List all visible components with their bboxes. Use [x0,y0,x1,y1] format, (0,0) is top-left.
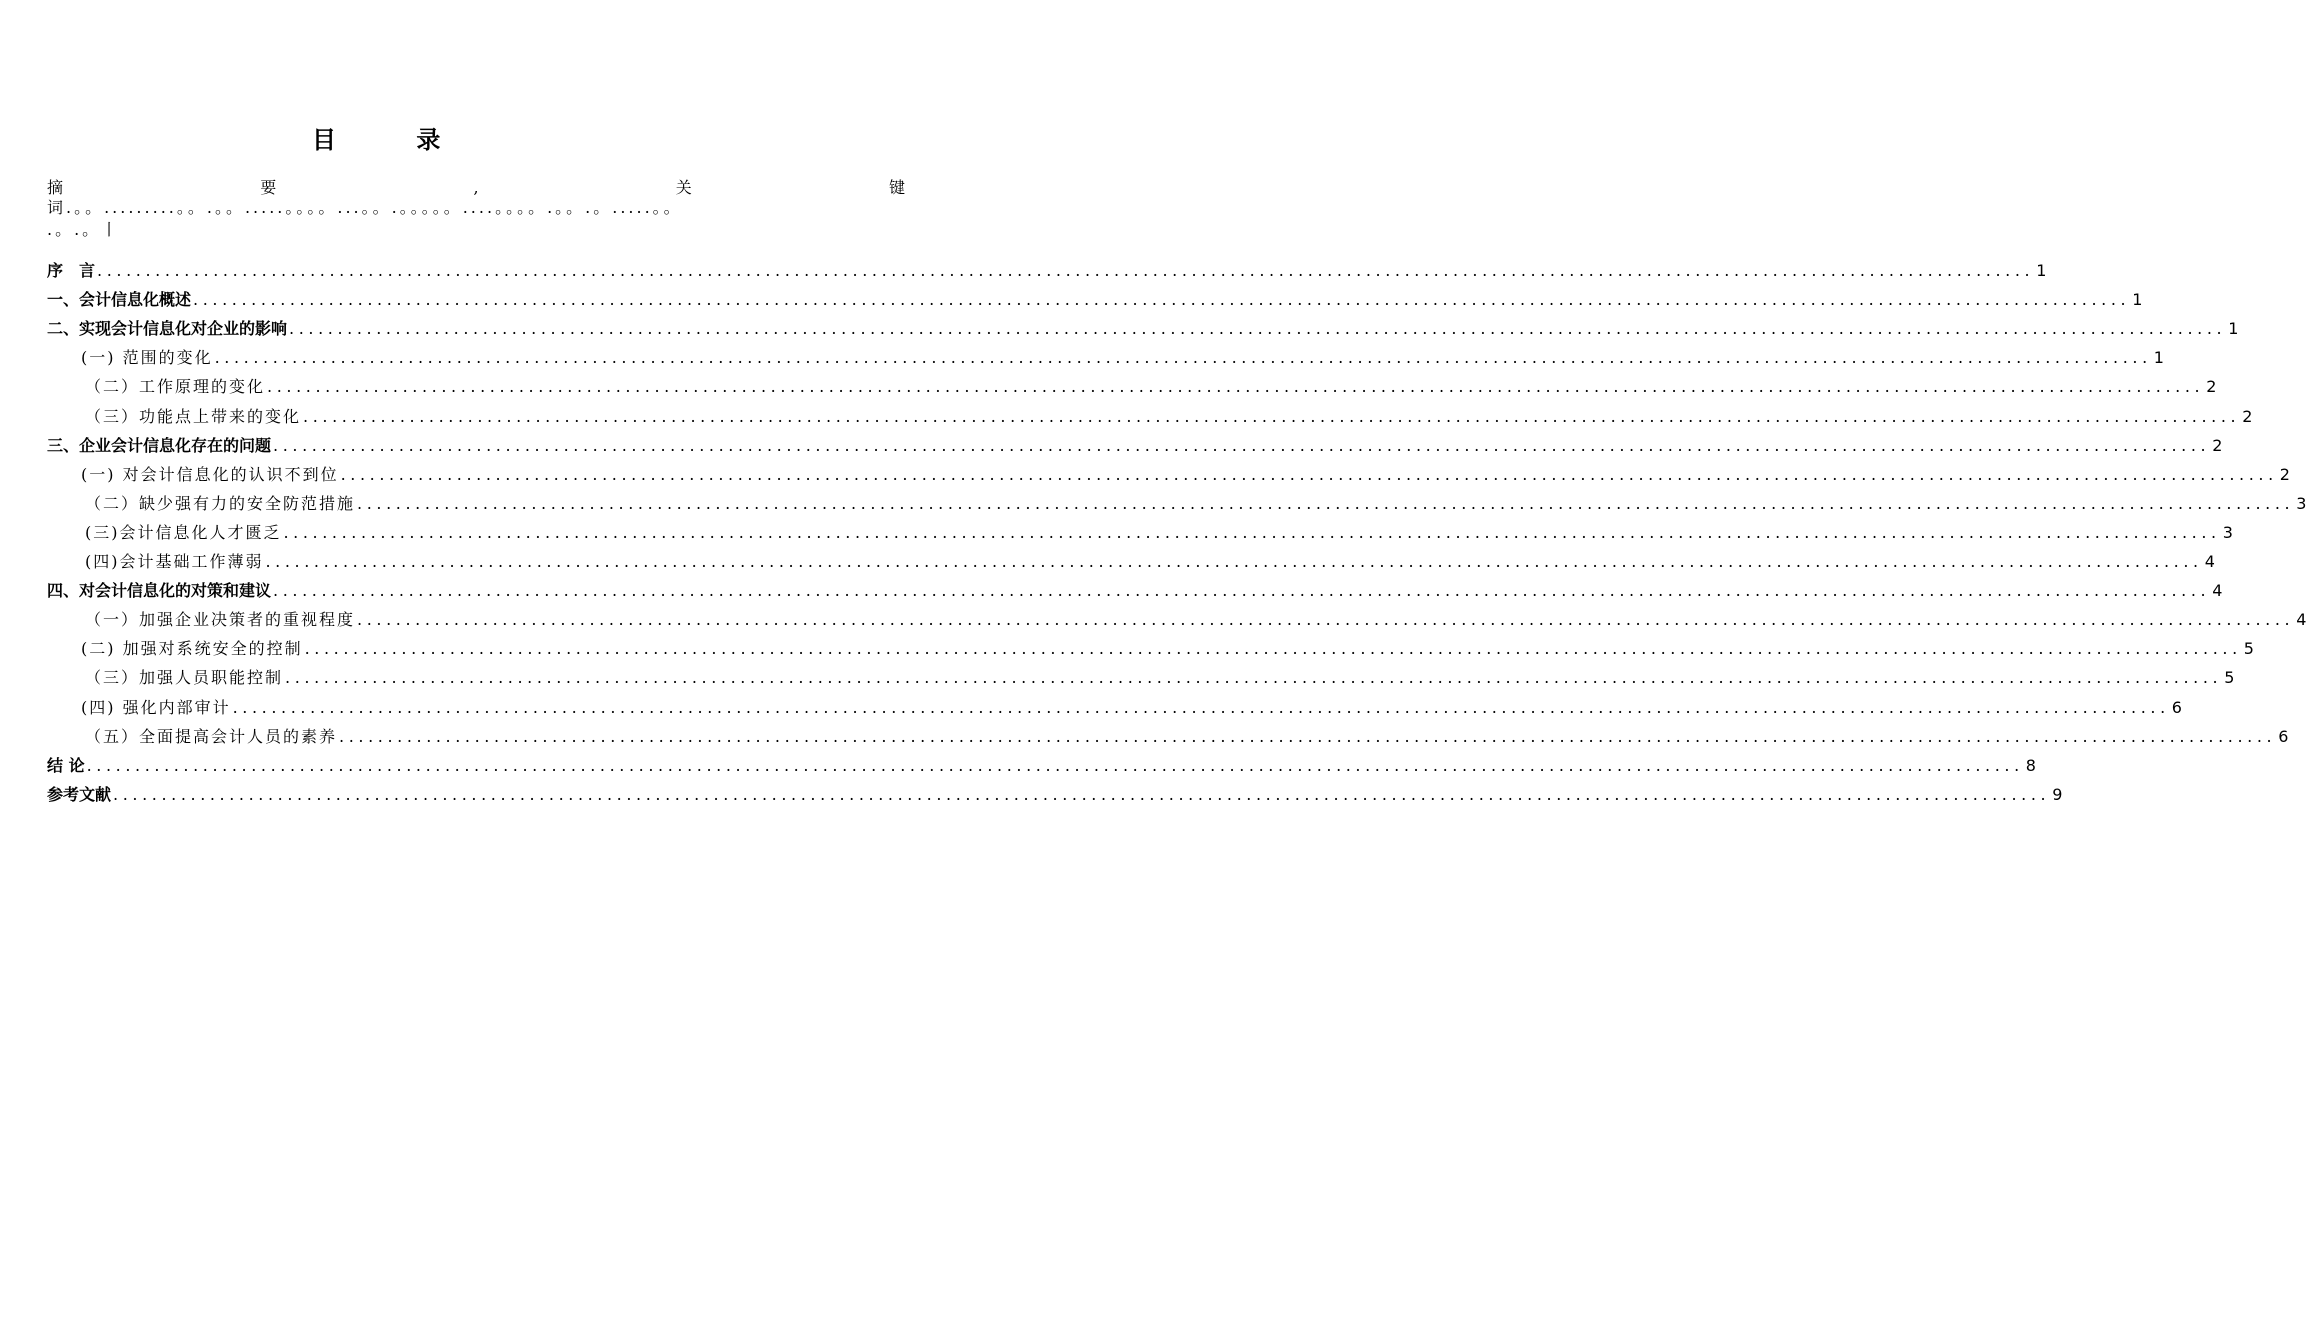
toc-dot-leader: ........................................................................................................................................................................................................ [273,581,2211,601]
toc-entry-label: (四)会计基础工作薄弱 [85,552,264,572]
toc-page-number: 4 [2204,552,2215,572]
toc-dot-leader: ........................................................................................................................................................................................................ [267,377,2205,397]
toc-entry-label: 三、企业会计信息化存在的问题 [47,435,272,455]
abstract-part-5: 键 [888,178,905,197]
toc-entry[interactable] [47,661,2235,690]
toc-entry-label: （一）加强企业决策者的重视程度 [85,610,356,630]
toc-entry-label: （二）缺少强有力的安全防范措施 [85,493,356,513]
toc-entry[interactable] [47,574,2223,603]
abstract-part-2: 要 [260,178,277,197]
toc-page-number: 1 [2153,348,2164,368]
toc-entry-label: 序 言 [47,261,96,281]
table-of-contents [47,254,2306,807]
toc-page-number: 2 [2242,406,2253,426]
toc-page-number: 2 [2279,464,2290,484]
toc-page-number: 8 [2025,755,2036,775]
toc-dot-leader: ........................................................................................................................................................................................................ [214,348,2152,368]
toc-dot-leader: ........................................................................................................................................................................................................ [303,406,2241,426]
toc-dot-leader: ........................................................................................................................................................................................................ [113,784,2051,804]
toc-entry[interactable] [47,603,2306,632]
toc-entry-label: (一) 范围的变化 [81,348,213,368]
abstract-heading-line [47,178,905,198]
toc-entry[interactable] [47,399,2253,428]
toc-page-number: 2 [2212,435,2223,455]
toc-dot-leader: ........................................................................................................................................................................................................ [357,493,2295,513]
toc-dot-leader: ........................................................................................................................................................................................................ [339,726,2277,746]
toc-entry[interactable] [47,283,2143,312]
toc-entry[interactable] [47,312,2239,341]
abstract-leader-line: 词.。。.........。。.。。.....。。。。...。。.。。。。。....。。。。.。。.。.....。。 [47,198,683,217]
toc-entry[interactable] [47,516,2233,545]
toc-page-number: 5 [2224,668,2235,688]
toc-page-number: 2 [2206,377,2217,397]
toc-entry-label: （三）功能点上带来的变化 [85,406,302,426]
toc-entry-label: （五）全面提高会计人员的素养 [85,726,338,746]
toc-dot-leader: ........................................................................................................................................................................................................ [289,319,2227,339]
toc-entry-label: 一、会计信息化概述 [47,290,192,310]
abstract-leader-line-end: .。.。丨 [47,220,121,239]
toc-page-number: 4 [2296,610,2306,630]
toc-entry[interactable] [47,429,2223,458]
abstract-part-1: 摘 [47,178,64,197]
toc-page-number: 6 [2171,697,2182,717]
toc-entry-label: (二) 加强对系统安全的控制 [81,639,303,659]
toc-dot-leader: ........................................................................................................................................................................................................ [232,697,2170,717]
abstract-part-4: 关 [675,178,692,197]
abstract-keywords-entry[interactable] [47,178,905,242]
toc-page-number: 3 [2296,493,2306,513]
toc-dot-leader: ........................................................................................................................................................................................................ [304,639,2242,659]
toc-page-number: 1 [2132,290,2143,310]
toc-entry[interactable] [47,749,2036,778]
toc-entry[interactable] [47,545,2215,574]
page-title: 目 录 [312,126,477,154]
toc-entry[interactable] [47,778,2063,807]
toc-dot-leader: ........................................................................................................................................................................................................ [273,435,2211,455]
toc-entry[interactable] [47,632,2254,661]
toc-dot-leader: ........................................................................................................................................................................................................ [357,610,2295,630]
toc-entry[interactable] [47,341,2164,370]
toc-entry[interactable] [47,690,2182,719]
toc-page-number: 1 [2036,261,2047,281]
toc-entry-label: 二、实现会计信息化对企业的影响 [47,319,288,339]
toc-dot-leader: ........................................................................................................................................................................................................ [285,668,2223,688]
toc-entry-label: 参考文献 [47,784,112,804]
toc-entry[interactable] [47,487,2306,516]
toc-entry[interactable] [47,254,2047,283]
toc-page-number: 1 [2228,319,2239,339]
toc-entry-label: 四、对会计信息化的对策和建议 [47,581,272,601]
toc-dot-leader: ........................................................................................................................................................................................................ [86,755,2024,775]
toc-page-number: 3 [2222,522,2233,542]
toc-page-number: 6 [2278,726,2289,746]
toc-dot-leader: ........................................................................................................................................................................................................ [193,290,2131,310]
toc-entry-label: 结 论 [47,755,85,775]
toc-entry-label: （三）加强人员职能控制 [85,668,284,688]
toc-entry[interactable] [47,458,2290,487]
toc-page-number: 5 [2243,639,2254,659]
toc-page-number: 9 [2052,784,2063,804]
toc-entry-label: (四) 强化内部审计 [81,697,231,717]
toc-dot-leader: ........................................................................................................................................................................................................ [340,464,2278,484]
abstract-part-3: , [473,178,479,197]
toc-entry[interactable] [47,370,2217,399]
toc-entry-label: (一) 对会计信息化的认识不到位 [81,464,339,484]
toc-dot-leader: ........................................................................................................................................................................................................ [97,261,2035,281]
toc-entry-label: （二）工作原理的变化 [85,377,266,397]
toc-dot-leader: ........................................................................................................................................................................................................ [283,522,2221,542]
toc-entry-label: (三)会计信息化人才匮乏 [85,522,282,542]
toc-page-number: 4 [2212,581,2223,601]
toc-dot-leader: ........................................................................................................................................................................................................ [265,552,2203,572]
toc-entry[interactable] [47,720,2289,749]
